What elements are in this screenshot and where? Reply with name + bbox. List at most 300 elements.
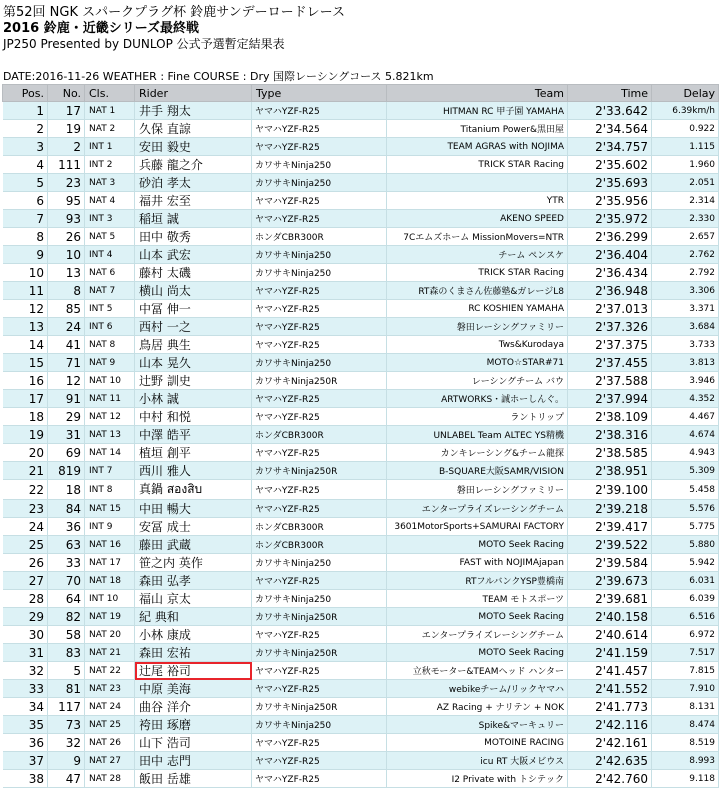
cell-no: 83 — [48, 644, 85, 662]
cell-rider: 福山 京太 — [135, 590, 252, 608]
highlighted-rider-cell: 辻尾 裕司 — [135, 662, 252, 680]
cell-time: 2'36.948 — [568, 282, 652, 300]
cell-time: 2'37.013 — [568, 300, 652, 318]
cell-time: 2'37.455 — [568, 354, 652, 372]
table-row — [3, 462, 719, 480]
cell-type: ヤマハYZF-R25 — [252, 770, 387, 788]
cell-delay: 2.657 — [652, 228, 719, 246]
cell-pos: 27 — [3, 572, 48, 590]
table-row — [3, 138, 719, 156]
table-row — [3, 354, 719, 372]
cell-delay: 2.762 — [652, 246, 719, 264]
table-row — [3, 500, 719, 518]
table-row — [3, 644, 719, 662]
cell-no: 36 — [48, 518, 85, 536]
cell-type: ヤマハYZF-R25 — [252, 680, 387, 698]
cell-type: ヤマハYZF-R25 — [252, 390, 387, 408]
cell-delay: 8.131 — [652, 698, 719, 716]
cell-pos: 32 — [3, 662, 48, 680]
cell-rider: 山本 武宏 — [135, 246, 252, 264]
cell-team: MOTO Seek Racing — [387, 536, 568, 554]
cell-no: 2 — [48, 138, 85, 156]
cell-team: MOTO☆STAR#71 — [387, 354, 568, 372]
cell-cls: NAT 11 — [85, 390, 135, 408]
cell-cls: NAT 4 — [85, 192, 135, 210]
cell-type: ホンダCBR300R — [252, 536, 387, 554]
cell-pos: 30 — [3, 626, 48, 644]
cell-type: ヤマハYZF-R25 — [252, 138, 387, 156]
cell-cls: NAT 6 — [85, 264, 135, 282]
col-header-team: Team — [387, 85, 568, 102]
cell-time: 2'36.299 — [568, 228, 652, 246]
table-row — [3, 426, 719, 444]
cell-no: 18 — [48, 480, 85, 500]
table-row — [3, 318, 719, 336]
cell-delay: 2.051 — [652, 174, 719, 192]
cell-type: ホンダCBR300R — [252, 426, 387, 444]
cell-team: MOTO Seek Racing — [387, 608, 568, 626]
cell-no: 71 — [48, 354, 85, 372]
cell-team: 磐田レーシングファミリー — [387, 480, 568, 500]
cell-rider: 久保 直諒 — [135, 120, 252, 138]
cell-rider: 中村 和悦 — [135, 408, 252, 426]
results-table — [2, 84, 719, 788]
cell-pos: 31 — [3, 644, 48, 662]
cell-no: 117 — [48, 698, 85, 716]
cell-rider: 福井 宏至 — [135, 192, 252, 210]
cell-type: カワサキNinja250 — [252, 590, 387, 608]
cell-time: 2'42.161 — [568, 734, 652, 752]
cell-cls: NAT 20 — [85, 626, 135, 644]
cell-delay: 3.684 — [652, 318, 719, 336]
cell-cls: NAT 28 — [85, 770, 135, 788]
cell-cls: NAT 13 — [85, 426, 135, 444]
cell-rider: 小林 誠 — [135, 390, 252, 408]
cell-rider: 中冨 伸一 — [135, 300, 252, 318]
cell-cls: INT 6 — [85, 318, 135, 336]
cell-team: ラントリップ — [387, 408, 568, 426]
cell-time: 2'42.760 — [568, 770, 652, 788]
cell-cls: NAT 25 — [85, 716, 135, 734]
cell-no: 82 — [48, 608, 85, 626]
cell-time: 2'35.972 — [568, 210, 652, 228]
cell-no: 85 — [48, 300, 85, 318]
cell-type: ヤマハYZF-R25 — [252, 734, 387, 752]
cell-cls: INT 3 — [85, 210, 135, 228]
cell-no: 5 — [48, 662, 85, 680]
cell-pos: 28 — [3, 590, 48, 608]
cell-team: MOTO Seek Racing — [387, 644, 568, 662]
cell-pos: 9 — [3, 246, 48, 264]
table-row — [3, 518, 719, 536]
cell-time: 2'35.956 — [568, 192, 652, 210]
cell-delay: 4.943 — [652, 444, 719, 462]
cell-type: カワサキNinja250 — [252, 264, 387, 282]
cell-team: Spike&マーキュリー — [387, 716, 568, 734]
cell-no: 95 — [48, 192, 85, 210]
cell-type: カワサキNinja250 — [252, 716, 387, 734]
cell-time: 2'41.552 — [568, 680, 652, 698]
cell-no: 81 — [48, 680, 85, 698]
cell-rider: 西村 一之 — [135, 318, 252, 336]
cell-cls: NAT 2 — [85, 120, 135, 138]
cell-type: カワサキNinja250R — [252, 644, 387, 662]
cell-cls: NAT 7 — [85, 282, 135, 300]
cell-time: 2'39.100 — [568, 480, 652, 500]
cell-rider: 曲谷 洋介 — [135, 698, 252, 716]
cell-cls: NAT 27 — [85, 752, 135, 770]
cell-delay: 5.309 — [652, 462, 719, 480]
table-row — [3, 336, 719, 354]
cell-pos: 17 — [3, 390, 48, 408]
cell-cls: NAT 17 — [85, 554, 135, 572]
cell-pos: 22 — [3, 480, 48, 500]
table-row — [3, 608, 719, 626]
cell-delay: 6.031 — [652, 572, 719, 590]
cell-rider: 安田 毅史 — [135, 138, 252, 156]
cell-cls: NAT 24 — [85, 698, 135, 716]
table-row — [3, 408, 719, 426]
cell-team — [387, 174, 568, 192]
cell-team: エンタープライズレーシングチーム — [387, 626, 568, 644]
cell-time: 2'38.109 — [568, 408, 652, 426]
cell-delay: 7.815 — [652, 662, 719, 680]
cell-no: 19 — [48, 120, 85, 138]
cell-delay: 4.352 — [652, 390, 719, 408]
table-row — [3, 536, 719, 554]
cell-pos: 16 — [3, 372, 48, 390]
cell-delay: 3.946 — [652, 372, 719, 390]
table-row — [3, 300, 719, 318]
cell-time: 2'36.404 — [568, 246, 652, 264]
cell-cls: INT 10 — [85, 590, 135, 608]
table-row — [3, 282, 719, 300]
cell-team: 立秋モーター&TEAMヘッド ハンター — [387, 662, 568, 680]
cell-rider: 田中 敬秀 — [135, 228, 252, 246]
cell-team: 7Cエムズホーム MissionMovers=NTR — [387, 228, 568, 246]
cell-team: MOTOINE RACING — [387, 734, 568, 752]
cell-pos: 24 — [3, 518, 48, 536]
cell-rider: 西川 雅人 — [135, 462, 252, 480]
cell-team: I2 Private with トシテック — [387, 770, 568, 788]
col-header-cls: Cls. — [85, 85, 135, 102]
table-row — [3, 156, 719, 174]
cell-pos: 20 — [3, 444, 48, 462]
cell-no: 111 — [48, 156, 85, 174]
cell-time: 2'42.116 — [568, 716, 652, 734]
cell-type: ヤマハYZF-R25 — [252, 572, 387, 590]
cell-rider: 鳥居 典生 — [135, 336, 252, 354]
cell-cls: NAT 23 — [85, 680, 135, 698]
cell-pos: 29 — [3, 608, 48, 626]
cell-delay: 9.118 — [652, 770, 719, 788]
cell-no: 70 — [48, 572, 85, 590]
table-row — [3, 590, 719, 608]
cell-no: 31 — [48, 426, 85, 444]
cell-type: ヤマハYZF-R25 — [252, 282, 387, 300]
cell-type: カワサキNinja250 — [252, 174, 387, 192]
cell-time: 2'39.417 — [568, 518, 652, 536]
table-row — [3, 264, 719, 282]
cell-cls: NAT 18 — [85, 572, 135, 590]
table-row — [3, 480, 719, 500]
table-row — [3, 390, 719, 408]
cell-time: 2'36.434 — [568, 264, 652, 282]
cell-team: 磐田レーシングファミリー — [387, 318, 568, 336]
table-row — [3, 572, 719, 590]
cell-cls: NAT 9 — [85, 354, 135, 372]
cell-team: カンキレーシング&チーム龍探 — [387, 444, 568, 462]
table-row — [3, 444, 719, 462]
cell-delay: 2.792 — [652, 264, 719, 282]
cell-team: TEAM AGRAS with NOJIMA — [387, 138, 568, 156]
cell-delay: 4.674 — [652, 426, 719, 444]
table-row — [3, 102, 719, 120]
cell-team: YTR — [387, 192, 568, 210]
cell-pos: 35 — [3, 716, 48, 734]
cell-time: 2'38.951 — [568, 462, 652, 480]
cell-delay: 8.519 — [652, 734, 719, 752]
cell-pos: 3 — [3, 138, 48, 156]
cell-pos: 6 — [3, 192, 48, 210]
cell-time: 2'39.584 — [568, 554, 652, 572]
cell-delay: 5.880 — [652, 536, 719, 554]
cell-pos: 8 — [3, 228, 48, 246]
cell-no: 26 — [48, 228, 85, 246]
cell-type: ヤマハYZF-R25 — [252, 318, 387, 336]
cell-no: 64 — [48, 590, 85, 608]
cell-team: レーシングチーム バウ — [387, 372, 568, 390]
cell-cls: INT 2 — [85, 156, 135, 174]
cell-time: 2'37.994 — [568, 390, 652, 408]
cell-time: 2'37.588 — [568, 372, 652, 390]
cell-type: ヤマハYZF-R25 — [252, 480, 387, 500]
cell-delay: 8.474 — [652, 716, 719, 734]
cell-pos: 7 — [3, 210, 48, 228]
cell-type: ヤマハYZF-R25 — [252, 662, 387, 680]
cell-pos: 13 — [3, 318, 48, 336]
cell-delay: 3.371 — [652, 300, 719, 318]
cell-pos: 26 — [3, 554, 48, 572]
cell-no: 24 — [48, 318, 85, 336]
cell-rider: 紀 典和 — [135, 608, 252, 626]
cell-delay: 4.467 — [652, 408, 719, 426]
cell-time: 2'35.602 — [568, 156, 652, 174]
cell-type: ホンダCBR300R — [252, 228, 387, 246]
table-row — [3, 662, 719, 680]
cell-team: RC KOSHIEN YAMAHA — [387, 300, 568, 318]
col-header-rider: Rider — [135, 85, 252, 102]
race-title: 第52回 NGK スパークプラグ杯 鈴鹿サンデーロードレース — [3, 5, 345, 20]
cell-time: 2'42.635 — [568, 752, 652, 770]
cell-delay: 5.775 — [652, 518, 719, 536]
cell-type: ヤマハYZF-R25 — [252, 210, 387, 228]
cell-no: 23 — [48, 174, 85, 192]
cell-team: AZ Racing + ナリテン + NOK — [387, 698, 568, 716]
table-row — [3, 120, 719, 138]
table-row — [3, 626, 719, 644]
cell-no: 12 — [48, 372, 85, 390]
cell-time: 2'33.642 — [568, 102, 652, 120]
cell-no: 8 — [48, 282, 85, 300]
cell-cls: INT 7 — [85, 462, 135, 480]
table-row — [3, 228, 719, 246]
cell-pos: 38 — [3, 770, 48, 788]
cell-pos: 1 — [3, 102, 48, 120]
cell-cls: NAT 21 — [85, 644, 135, 662]
cell-rider: 笹之内 英作 — [135, 554, 252, 572]
cell-delay: 3.813 — [652, 354, 719, 372]
cell-type: カワサキNinja250 — [252, 554, 387, 572]
cell-time: 2'34.757 — [568, 138, 652, 156]
cell-type: ヤマハYZF-R25 — [252, 336, 387, 354]
cell-time: 2'38.316 — [568, 426, 652, 444]
cell-no: 32 — [48, 734, 85, 752]
cell-rider: 森田 宏祐 — [135, 644, 252, 662]
cell-cls: NAT 15 — [85, 500, 135, 518]
cell-time: 2'34.564 — [568, 120, 652, 138]
cell-delay: 1.960 — [652, 156, 719, 174]
cell-cls: NAT 22 — [85, 662, 135, 680]
cell-cls: NAT 26 — [85, 734, 135, 752]
cell-time: 2'41.773 — [568, 698, 652, 716]
cell-no: 73 — [48, 716, 85, 734]
cell-no: 47 — [48, 770, 85, 788]
cell-team: icu RT 大阪メビウス — [387, 752, 568, 770]
cell-team: 3601MotorSports+SAMURAI FACTORY — [387, 518, 568, 536]
event-name: JP250 Presented by DUNLOP 公式予選暫定結果表 — [3, 37, 285, 51]
cell-type: カワサキNinja250R — [252, 698, 387, 716]
cell-rider: 稲垣 誠 — [135, 210, 252, 228]
cell-no: 91 — [48, 390, 85, 408]
cell-no: 9 — [48, 752, 85, 770]
cell-cls: NAT 10 — [85, 372, 135, 390]
cell-time: 2'41.457 — [568, 662, 652, 680]
cell-rider: 藤村 太磯 — [135, 264, 252, 282]
cell-delay: 5.458 — [652, 480, 719, 500]
cell-delay: 1.115 — [652, 138, 719, 156]
cell-time: 2'41.159 — [568, 644, 652, 662]
col-header-delay: Delay — [652, 85, 719, 102]
cell-rider: 安冨 成士 — [135, 518, 252, 536]
cell-delay: 6.039 — [652, 590, 719, 608]
cell-type: カワサキNinja250 — [252, 246, 387, 264]
cell-delay: 3.306 — [652, 282, 719, 300]
cell-team: Titanium Power&黒田屋 — [387, 120, 568, 138]
cell-cls: NAT 8 — [85, 336, 135, 354]
cell-pos: 23 — [3, 500, 48, 518]
table-row — [3, 680, 719, 698]
cell-team: ARTWORKS・誠ホーしんぐ。 — [387, 390, 568, 408]
cell-cls: NAT 14 — [85, 444, 135, 462]
cell-rider: 小林 康成 — [135, 626, 252, 644]
cell-pos: 18 — [3, 408, 48, 426]
col-header-type: Type — [252, 85, 387, 102]
table-row — [3, 752, 719, 770]
series-subtitle: 2016 鈴鹿・近畿シリーズ最終戦 — [3, 21, 200, 36]
cell-time: 2'37.375 — [568, 336, 652, 354]
cell-delay: 6.516 — [652, 608, 719, 626]
cell-rider: 山本 晃久 — [135, 354, 252, 372]
cell-pos: 21 — [3, 462, 48, 480]
table-row — [3, 716, 719, 734]
cell-no: 33 — [48, 554, 85, 572]
cell-delay: 2.330 — [652, 210, 719, 228]
cell-no: 69 — [48, 444, 85, 462]
cell-no: 84 — [48, 500, 85, 518]
cell-rider: 横山 尚太 — [135, 282, 252, 300]
cell-pos: 15 — [3, 354, 48, 372]
cell-cls: INT 4 — [85, 246, 135, 264]
cell-type: ヤマハYZF-R25 — [252, 626, 387, 644]
cell-pos: 34 — [3, 698, 48, 716]
cell-delay: 5.942 — [652, 554, 719, 572]
race-info: DATE:2016-11-26 WEATHER : Fine COURSE : Dry 国際レーシングコース 5.821km — [3, 70, 434, 83]
col-header-no: No. — [48, 85, 85, 102]
col-header-pos: Pos. — [3, 85, 48, 102]
cell-team: RT森のくまさん佐藤塾&ガレージL8 — [387, 282, 568, 300]
cell-delay: 5.576 — [652, 500, 719, 518]
cell-delay: 0.922 — [652, 120, 719, 138]
cell-type: ヤマハYZF-R25 — [252, 408, 387, 426]
cell-no: 819 — [48, 462, 85, 480]
cell-rider: 兵藤 龍之介 — [135, 156, 252, 174]
cell-pos: 12 — [3, 300, 48, 318]
cell-rider: 藤田 武蔵 — [135, 536, 252, 554]
cell-team: TRICK STAR Racing — [387, 156, 568, 174]
cell-type: カワサキNinja250 — [252, 354, 387, 372]
cell-rider: 植垣 創平 — [135, 444, 252, 462]
cell-rider: 袴田 琢磨 — [135, 716, 252, 734]
cell-pos: 14 — [3, 336, 48, 354]
cell-team: UNLABEL Team ALTEC YS精機 — [387, 426, 568, 444]
cell-team: HITMAN RC 甲子園 YAMAHA — [387, 102, 568, 120]
cell-team: Tws&Kurodaya — [387, 336, 568, 354]
cell-cls: NAT 1 — [85, 102, 135, 120]
cell-time: 2'38.585 — [568, 444, 652, 462]
cell-rider: 森田 弘孝 — [135, 572, 252, 590]
cell-time: 2'39.522 — [568, 536, 652, 554]
cell-time: 2'37.326 — [568, 318, 652, 336]
cell-delay: 6.972 — [652, 626, 719, 644]
cell-type: ヤマハYZF-R25 — [252, 500, 387, 518]
cell-no: 13 — [48, 264, 85, 282]
cell-no: 10 — [48, 246, 85, 264]
cell-type: カワサキNinja250R — [252, 462, 387, 480]
cell-pos: 5 — [3, 174, 48, 192]
cell-rider: 中田 暢大 — [135, 500, 252, 518]
cell-type: ヤマハYZF-R25 — [252, 192, 387, 210]
cell-team: TRICK STAR Racing — [387, 264, 568, 282]
cell-type: ホンダCBR300R — [252, 518, 387, 536]
cell-rider: 山下 浩司 — [135, 734, 252, 752]
header-row — [3, 85, 719, 102]
cell-no: 41 — [48, 336, 85, 354]
cell-cls: NAT 3 — [85, 174, 135, 192]
col-header-time: Time — [568, 85, 652, 102]
cell-type: ヤマハYZF-R25 — [252, 300, 387, 318]
cell-delay: 3.733 — [652, 336, 719, 354]
cell-cls: NAT 19 — [85, 608, 135, 626]
cell-no: 63 — [48, 536, 85, 554]
cell-team: チーム ペンスケ — [387, 246, 568, 264]
cell-pos: 33 — [3, 680, 48, 698]
cell-team: B-SQUARE大阪SAMR/VISION — [387, 462, 568, 480]
cell-time: 2'39.218 — [568, 500, 652, 518]
cell-pos: 10 — [3, 264, 48, 282]
cell-pos: 25 — [3, 536, 48, 554]
table-row — [3, 554, 719, 572]
